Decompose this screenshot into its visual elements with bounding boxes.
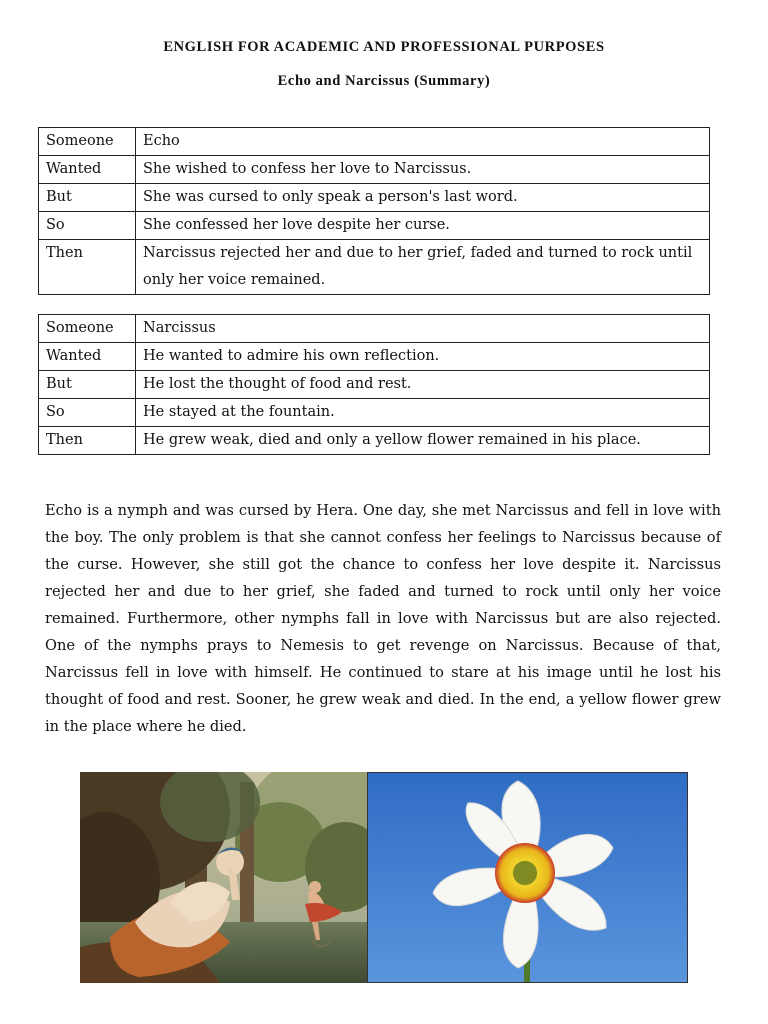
narcissus-summary-table [38, 314, 710, 455]
row-key: So [39, 399, 136, 427]
row-value: She confessed her love despite her curse. [136, 212, 710, 240]
table-row [39, 427, 710, 455]
yellow-narcissus-flower-photo [367, 772, 688, 983]
row-value: She was cursed to only speak a person's last word. [136, 184, 710, 212]
table-row [39, 371, 710, 399]
row-key: Wanted [39, 343, 136, 371]
row-key: Then [39, 427, 136, 455]
row-key: So [39, 212, 136, 240]
narcissus-flower-illustration [368, 773, 687, 982]
painting-illustration [80, 772, 367, 983]
table-row [39, 399, 710, 427]
echo-narcissus-painting [80, 772, 367, 983]
row-value: She wished to confess her love to Narcissus. [136, 156, 710, 184]
row-key: Wanted [39, 156, 136, 184]
row-key: But [39, 184, 136, 212]
table-row [39, 212, 710, 240]
table-row [39, 240, 710, 295]
table-row [39, 156, 710, 184]
document-title: Echo and Narcissus (Summary) [277, 73, 491, 89]
row-key: But [39, 371, 136, 399]
row-value: Narcissus [136, 315, 710, 343]
row-value: He grew weak, died and only a yellow flower remained in his place. [136, 427, 710, 455]
table-row [39, 315, 710, 343]
table-row [39, 184, 710, 212]
row-value: He wanted to admire his own reflection. [136, 343, 710, 371]
row-value: Narcissus rejected her and due to her grief, faded and turned to rock until only her voice remained. [136, 240, 710, 295]
row-value: He stayed at the fountain. [136, 399, 710, 427]
row-key: Someone [39, 315, 136, 343]
echo-summary-table [38, 127, 710, 295]
course-heading: ENGLISH FOR ACADEMIC AND PROFESSIONAL PURPOSES [163, 39, 605, 55]
table-row [39, 343, 710, 371]
table-row [39, 128, 710, 156]
row-key: Then [39, 240, 136, 295]
summary-paragraph: Echo is a nymph and was cursed by Hera. One day, she met Narcissus and fell in love with the boy. The only problem is that she cannot confess her feelings to Narcissus because of the curse. However, she still got the chance to confess her love despite it. Narcissus rejected her and due to her grief, she faded and turned to rock until only her voice remained. Furthermore, other nymphs fall in love with Narcissus but are also rejected. One of the nymphs prays to Nemesis to get revenge on Narcissus. Because of that, Narcissus fell in love with himself. He continued to stare at his image until he lost his thought of food and rest. Sooner, he grew weak and died. In the end, a yellow flower grew in the place where he died. [45, 502, 721, 735]
row-key: Someone [39, 128, 136, 156]
row-value: He lost the thought of food and rest. [136, 371, 710, 399]
row-value: Echo [136, 128, 710, 156]
